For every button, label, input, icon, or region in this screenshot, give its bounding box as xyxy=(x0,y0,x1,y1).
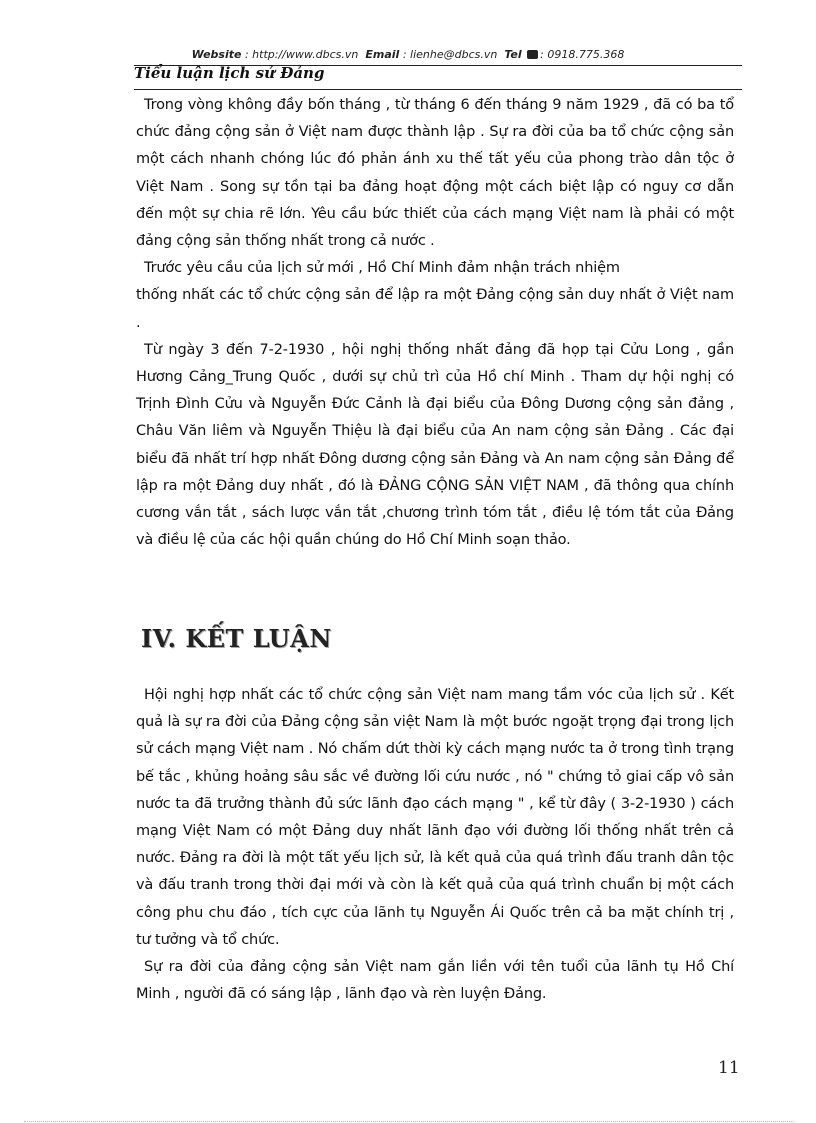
document-title: Tiểu luận lịch sử Đảng xyxy=(134,64,325,82)
page-number: 11 xyxy=(718,1058,740,1078)
header-rule-bottom xyxy=(134,89,742,90)
section-heading: IV. KẾT LUẬN xyxy=(141,624,332,653)
website-value: : http://www.dbcs.vn xyxy=(244,48,359,61)
paragraph: thống nhất các tổ chức cộng sản để lập ra một Đảng cộng sản duy nhất ở Việt nam . xyxy=(136,287,734,331)
website-label: Website xyxy=(191,48,242,61)
tel-value: : 0918.775.368 xyxy=(540,48,625,61)
body-section-bottom xyxy=(136,682,734,1008)
paragraph: Từ ngày 3 đến 7-2-1930 , hội nghị thống nhất đảng đã họp tại Cửu Long , gần Hương Cảng_Trung Quốc , dưới sự chủ trì của Hồ chí Minh . Tham dự hội nghị có Trịnh Đình Cửu và Nguyễn Đức Cảnh là đại biểu của Đông Dương cộng sản đảng , Châu Văn liêm và Nguyễn Thiệu là đại biểu của An nam cộng sản Đảng . Các đại biểu đã nhất trí hợp nhất Đông dương cộng sản Đảng và An nam cộng sản Đảng để lập ra một Đảng duy nhất , đó là ĐẢNG CỘNG SẢN VIỆT NAM , đã thông qua chính cương vắn tắt , sách lược vắn tắt ,chương trình tóm tắt , điều lệ tóm tắt của Đảng và điều lệ của các hội quần chúng do Hồ Chí Minh soạn thảo. xyxy=(136,341,734,549)
tel-label: Tel xyxy=(504,48,522,61)
phone-icon xyxy=(527,50,538,59)
paragraph: Hội nghị hợp nhất các tổ chức cộng sản Việt nam mang tầm vóc của lịch sử . Kết quả là sự ra đời của Đảng cộng sản việt Nam là một bước ngoặt trọng đại trong lịch sử cách mạng Việt nam . Nó chấm dứt thời kỳ cách mạng nước ta ở trong tình trạng bế tắc , khủng hoảng sâu sắc về đường lối cứu nước , nó " chứng tỏ giai cấp vô sản nước ta đã trưởng thành đủ sức lãnh đạo cách mạng " , kể từ đây ( 3-2-1930 ) cách mạng Việt Nam có một Đảng duy nhất lãnh đạo với đường lối thống nhất trên cả nước. Đảng ra đời là một tất yếu lịch sử, là kết quả của quá trình đấu tranh dân tộc và đấu tranh trong thời đại mới và còn là kết quả của quá trình chuẩn bị một cách công phu chu đáo , tích cực của lãnh tụ Nguyễn Ái Quốc trên cả ba mặt chính trị , tư tưởng và tổ chức. xyxy=(136,687,734,948)
body-section-top xyxy=(136,92,734,554)
paragraph: Sự ra đời của đảng cộng sản Việt nam gắn liền với tên tuổi của lãnh tụ Hồ Chí Minh , người đã có sáng lập , lãnh đạo và rèn luyện Đảng. xyxy=(136,959,734,1003)
email-label: Email xyxy=(365,48,400,61)
page-bottom-border xyxy=(24,1121,794,1122)
email-value: : lienhe@dbcs.vn xyxy=(402,48,498,61)
page-header xyxy=(0,48,816,61)
paragraph: Trước yêu cầu của lịch sử mới , Hồ Chí Minh đảm nhận trách nhiệm xyxy=(144,260,620,277)
paragraph: Trong vòng không đầy bốn tháng , từ tháng 6 đến tháng 9 năm 1929 , đã có ba tổ chức đảng cộng sản ở Việt nam được thành lập . Sự ra đời của ba tổ chức cộng sản một cách nhanh chóng lúc đó phản ánh xu thế tất yếu của phong trào dân tộc ở Việt Nam . Song sự tồn tại ba đảng hoạt động một cách biệt lập có nguy cơ dẫn đến một sự chia rẽ lớn. Yêu cầu bức thiết của cách mạng Việt nam là phải có một đảng cộng sản thống nhất trong cả nước . xyxy=(136,97,734,250)
